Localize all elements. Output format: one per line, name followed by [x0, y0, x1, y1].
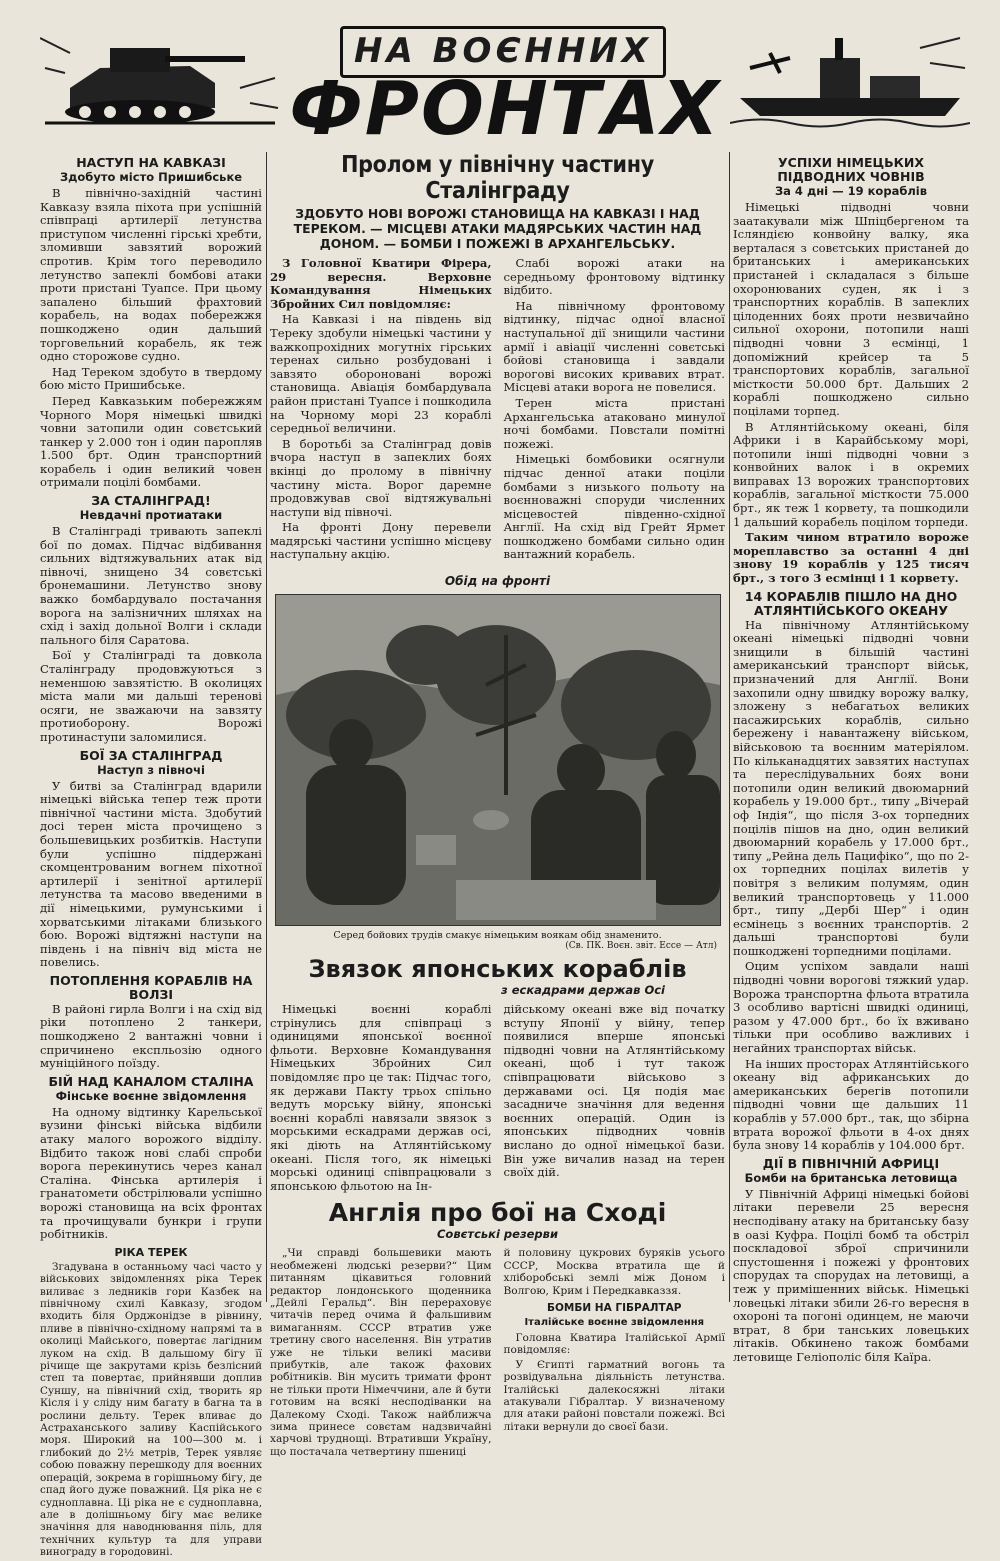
japan-ships-kicker: з ескадрами держав Осі	[501, 983, 665, 998]
left-column	[40, 152, 262, 1561]
article-paragraph: На одному відтинку Карельської вузини фінські війська відбили атаку малого ворожого відділу. Відбито також нові слабі спроби ворога перекинутись через канал Сталіна. Фінська артилерія і гранатомети обстрілювали успішно ворожі становища на всіх фронтах та прочищували бункри і групи робітників.	[40, 1104, 262, 1242]
main-headline: Пролом у північну частину Сталінграду	[341, 152, 654, 204]
article-paragraph: Бої у Сталінграді та довкола Сталінграду продовжуються з неменшою завзятістю. В околицях міста мали ми дальші теренові осяги, не зважаючи на завзяту протиоборону. Ворожі протинаступи заломилися.	[40, 648, 262, 744]
england-east-kicker: Совєтські резерви	[436, 1227, 559, 1242]
for-stalingrad-subheading: Невдачні протиатаки	[79, 508, 223, 523]
column-rule-left	[266, 152, 267, 1302]
article-paragraph: На фронті Дону перевели мадярські частини успішно місцеву наступальну акцію.	[270, 520, 492, 562]
article-paragraph: У Північній Африці німецькі бойові літаки перевели 25 вересня несподівану атаку на британську базу в оазі Куфра. Поцілі бомб та обстріл поскладової зброї спричинили спустошення і пожежі у фронтових спорудах та спорудах на летовищі, а теж у примішенних військ. Німецькі ловецькі літаки збили 26-го вересня в охороні та погоні одинцем, не маючи втрат, 8 бри танських ловецьких літаків. Обкинено також бомбами летовище Геліополіс біля Каїра.	[733, 1186, 969, 1364]
article-paragraph: Головна Кватира Італійської Армії повідомляє:	[503, 1332, 725, 1357]
article-paragraph: В Сталінграді тривають запеклі бої по домах. Підчас відбивання сильних відтяжувальних атак від півночі, знищено 34 совєтські бронемашини. Летунство знову важко бомбардувало постачання ворога на залізничних шляхах на схід і захід дольної Волги і склади пального біля Саратова.	[40, 524, 262, 647]
main-article	[270, 257, 725, 564]
photo-caption: Серед бойових трудів смакує німецьким воякам обід знаменито.	[333, 930, 662, 942]
japan-article	[270, 1003, 725, 1195]
article-paragraph: Перед Кавказьким побережжям Чорного Моря німецькі швидкі човни затопили один совєтський танкер у 2.000 тон і один паропляв 1.500 брт. Один транспортний корабель і один великий човен отримали поцілі бомбами.	[40, 393, 262, 490]
atlantic-ships-heading: 14 КОРАБЛІВ ПІШЛО НА ДНО АТЛЯНТІЙСЬКОГО ОКЕАНУ	[744, 588, 958, 618]
main-deck: ЗДОБУТО НОВІ ВОРОЖІ СТАНОВИЩА НА КАВКАЗІ І НАД ТЕРЕКОМ. — МІСЦЕВІ АТАКИ МАДЯРСЬКИХ ЧАСТИН НАД ДОНОМ. — БОМБИ І ПОЖЕЖІ В АРХАНГЕЛЬСЬКУ.	[293, 206, 702, 251]
center-column	[270, 152, 725, 1460]
photo-title: Обід на фронті	[444, 574, 551, 589]
article-paragraph: На північному Атлянтійському океані німецькі підводні човни знищили в більшій частині американський транспорт військ, призначений для Англії. Вони захопили одну швидку ворожу валку, зложену з небагатьох великих пасажирських кораблів, сильно бережену і навантажену військом, військовою та воєнним матеріялом. По кільканадцятих завзятих наступах та переслідувальних боях вони потопили один великий двоюмарний корабель у 19.000 брт., типу „Вічерай оф Індія“, що після 3-ох торпедних поцілів пішов на дно, один великий двоюмарний корабель у 17.000 брт., типу „Рейна дель Пацифіко“, що по 2-ох торпедних поцілах вилетів у повітря з великим полумям, один великий транспортовець у 11.000 брт., типу „Дербі Шер“ і один есмінець з воєнних транспортів. 2 дальші транспортові були пошкоджені торпедними поцілами.	[733, 617, 969, 958]
article-paragraph: У битві за Сталінград вдарили німецькі війська тепер теж проти північної частини міста. Здобутий досі терен міста прочищено з большевицьких розбитків. Наступи були успішно піддержані скомцентрованим вогнем піхотної артилерії і зенітної артилерії летунства та масово введеними в дії німецькими, румунськими і хорватськими літаками близького бою. Ворожі відтяжні наступи на південь і на північ від міста не повелись.	[40, 778, 262, 970]
masthead-subtitle: НА ВОЄННИХ	[340, 26, 666, 78]
article-paragraph: Терен міста пристані Архангельська атаковано минулої ночі бомбами. Повстали помітні пожежі.	[503, 395, 725, 451]
caucasus-subheading: Здобуто місто Пришибське	[59, 170, 243, 184]
warship-illustration	[730, 28, 970, 133]
article-paragraph: У Єгипті гарматний вогонь та розвідувальна діяльність летунства. Італійські далекосяжні літаки атакували Гібралтар. У визначеному для атаки районі повстали пожежі. Всі літаки вернули до своєї бази.	[503, 1358, 725, 1433]
tank-illustration	[40, 28, 280, 133]
article-paragraph: Таким чином втратило вороже мореплавство за останні 4 дні знову 19 кораблів у 125 тисяч брт., з того 3 есмінці і 1 корвету.	[733, 530, 969, 586]
article-paragraph: Слабі ворожі атаки на середньому фронтовому відтинку відбито.	[503, 256, 725, 298]
caucasus-heading: НАСТУП НА КАВКАЗІ	[76, 155, 226, 170]
article-paragraph: Німецькі воєнні кораблі стрінулись для співпраці з одиницями японської воєнної фльоти. Верховне Командування Німецьких Збройних Сил повідомляє про це так: Підчас того, як держави Пакту трьох спільно ведуть морську війну, японські воєнні кораблі навязали звязок з морськими ескадрами держав осі, які діють на Атлянтійському океані. Після того, як німецькі морські одиниці співпрацювали з японською фльотою на Ін-	[270, 1002, 492, 1193]
terek-river-heading: РІКА ТЕРЕК	[114, 1245, 188, 1259]
japan-ships-headline: Звязок японських кораблів	[308, 955, 687, 984]
article-paragraph: Німецькі бомбовики осягнули підчас денної атаки поціли бомбами з низького польоту на воєнноважні споруди численних місцевостей південно-східної Англії. На схід від Грейт Ярмет пошкоджено бомбами сильно один вантажний корабель.	[503, 452, 725, 562]
right-column	[733, 152, 969, 1367]
article-paragraph: Оцим успіхом завдали наші підводні човни ворогові тяжкий удар. Ворожа транспортна фльота втратила 3 особливо вартісні швидкі одиниці, разом у 47.000 брт., бо їх вживано тільки при особливо важливих і негайних транспортах військ.	[733, 959, 969, 1056]
article-paragraph: Згадувана в останньому часі часто у військових звідомленнях ріка Терек виливає з ледників гори Казбек на північному схилі Кавказу, згодом входить біля Орджонідзе в рівнину, пливе в північно-східному напрямі та в околиці Майського, повертає лагідним луком на схід. В дальшому бігу її річище ще закрутами крізь безлісний степ та повертає, прийнявши доплив Суншу, на північний схід, творить яр Кісля і у сліду ним багату в багна та в рослини дельту. Терек вливає до Астраханського заливу Каспійського моря. Широкий на 100—300 м. і глибокий до 2½ метрів, Терек уявляє собою поважну перешкоду для воєнних операцій, зокрема в горішньому бігу, де спад його дуже поважний. Ця ріка не є судноплавна. Ці ріка не є судноплавна, але в долішньому бігу має велике значіння для наводнювання піль, для технічних культур та для управи винограду в городовині.	[40, 1260, 262, 1559]
stalin-canal-heading: БІЙ НАД КАНАЛОМ СТАЛІНА	[48, 1073, 254, 1089]
article-paragraph: На інших просторах Атлянтійського океану від африканських до американських берегів потопили підводні човни ще дальших 11 кораблів у 57.000 брт., так, що збірна втрата ворожої фльоти в 4-ох днях була знову 14 кораблів у 104.000 брт.	[733, 1056, 969, 1153]
battles-stalingrad-subheading: Наступ з півночі	[97, 762, 205, 777]
north-africa-subheading: Бомби на британська летовища	[744, 1170, 958, 1185]
uboat-success-heading: УСПІХИ НІМЕЦЬКИХ ПІДВОДНИХ ЧОВНІВ	[777, 155, 925, 184]
masthead-title: ФРОНТАХ	[289, 66, 721, 152]
stalin-canal-subheading: Фінське воєнне звідомлення	[55, 1088, 247, 1103]
soldiers-lunch-photo	[275, 594, 721, 926]
article-paragraph: На північному фронтовому відтинку, підчас одної власної наступальної дії знищили частини армії і авіації численні совєтські бойові становища і завдали ворогові високих кривавих втрат. Місцеві атаки ворога не повелися.	[503, 298, 725, 395]
article-paragraph: На Кавказі і на південь від Тереку здобули німецькі частини у важкопрохідних могутніх гірських теренах сильно розбудовані і завзято обороновані ворожі становища. Авіація бомбардувала район пристані Туапсе і пошкодила на Чорному морі 23 кораблі середньої величини.	[270, 312, 492, 436]
article-paragraph: В боротьбі за Сталінград довів вчора наступ в запеклих боях вкінці до пролому в північну частину міста. Ворог даремне продовжував свої відтяжувальні наступи від півночі.	[270, 436, 492, 519]
north-africa-heading: ДІЇ В ПІВНІЧНІЙ АФРИЦІ	[762, 1155, 940, 1171]
gibraltar-subheading: Італійське воєнне звідомлення	[524, 1317, 705, 1328]
england-east-headline: Англія про бої на Сході	[328, 1198, 667, 1228]
article-paragraph: „Чи справді большевики мають необмежені людські резерви?“ Цим питанням цікавиться головний редактор лондонського щоденника „Дейлі Геральд“. Він перераховує читачів перед очима й фальшивим вимаганням. СССР втратив уже третину свого населення. Він утратив уже не тільки великі масиви прибутків, але також фахових робітників. Він мусить тримати фронт не тільки проти Німеччини, але й бути готовим на всякі несподіванки на Далекому Сході. Також найближча зима принесе совєтам надзвичайні харчові труднощі. Втративши Україну, що постачала четвертину пшениці	[270, 1247, 492, 1458]
england-article	[270, 1247, 725, 1460]
masthead	[40, 18, 970, 152]
article-paragraph: З Головної Кватири Фірера, 29 вересня. Верховне Командування Німецьких Збройних Сил повідомляє:	[270, 256, 492, 311]
article-paragraph: В районі гирла Волги і на схід від ріки потоплено 2 танкери, пошкоджено 2 вантажні човни і спричинено експльозію одного муніційного поїзду.	[40, 1001, 262, 1071]
battles-stalingrad-heading: БОЇ ЗА СТАЛІНГРАД	[79, 747, 223, 763]
article-paragraph: Над Тереком здобуто в твердому бою місто Пришибське.	[40, 364, 262, 393]
uboat-success-subheading: За 4 дні — 19 кораблів	[775, 184, 927, 198]
article-paragraph: В Атлянтійському океані, біля Африки і в Карайбському морі, потопили інші підводні човни з конвойних валок і в окремих виправах 13 ворожих транспортових кораблів, загальної місткости 75.000 брт., як теж 1 корвету, та пошкодили 1 дальший корабель поцілом торпеди.	[733, 419, 969, 529]
column-rule-right	[729, 152, 730, 1302]
article-paragraph: Німецькі підводні човни заатакували між Шпіцбергеном та Ісляндією конвойну валку, яка верталася з совєтських пристаней до британських і американських пристаней і складалася з більше охоронюваних суден, як і з транспортних кораблів. В запеклих цілоденних боях проти незвичайно сильної охорони, потопили наші підводні човни 3 есмінці, 1 допоміжний крейсер та 5 транспортових кораблів, загальної місткости 50.000 брт. Дальших 2 кораблі пошкоджено сильно поцілами торпед.	[733, 200, 969, 418]
volga-ships-heading: ПОТОПЛЕННЯ КОРАБЛІВ НА ВОЛЗІ	[49, 972, 253, 1002]
photo-placeholder	[276, 595, 720, 925]
for-stalingrad-heading: ЗА СТАЛІНГРАД!	[91, 493, 211, 509]
article-paragraph: й половину цукрових буряків усього СССР, Москва втратила ще й хліборобські землі між Доном і Волгою, Крим і Передкавказзя.	[503, 1247, 725, 1297]
gibraltar-heading: БОМБИ НА ГІБРАЛТАР	[546, 1302, 682, 1314]
photo-credit: (Св. ПК. Воєн. звіт. Ессе — Атл)	[565, 941, 717, 952]
article-paragraph: В північно-західній частині Кавказу взяла піхота при успішній співпраці артилерії летунства приступом численні гірські хребти, зломивши завзятий ворожий спротив. Крім того переводило летунство запеклі бомбові атаки проти пристані Туапсе. При цьому запалено більший фрахтовий корабель, на водах побережжя пошкоджено один дальший торговельний корабель, як теж одно сторожове судно.	[40, 186, 262, 364]
article-paragraph: дійському океані вже від початку вступу Японії у війну, тепер появилися вперше японські підводні човни на Атлянтійському океані, щоб і тут також співпрацювати військово з державами осі. Ця подія має засадниче значіння для ведення воєнних операцій. Один із японських підводних човнів вислано до одної німецької бази. Він уже вичалив назад на терен своїх дій.	[503, 1002, 725, 1180]
